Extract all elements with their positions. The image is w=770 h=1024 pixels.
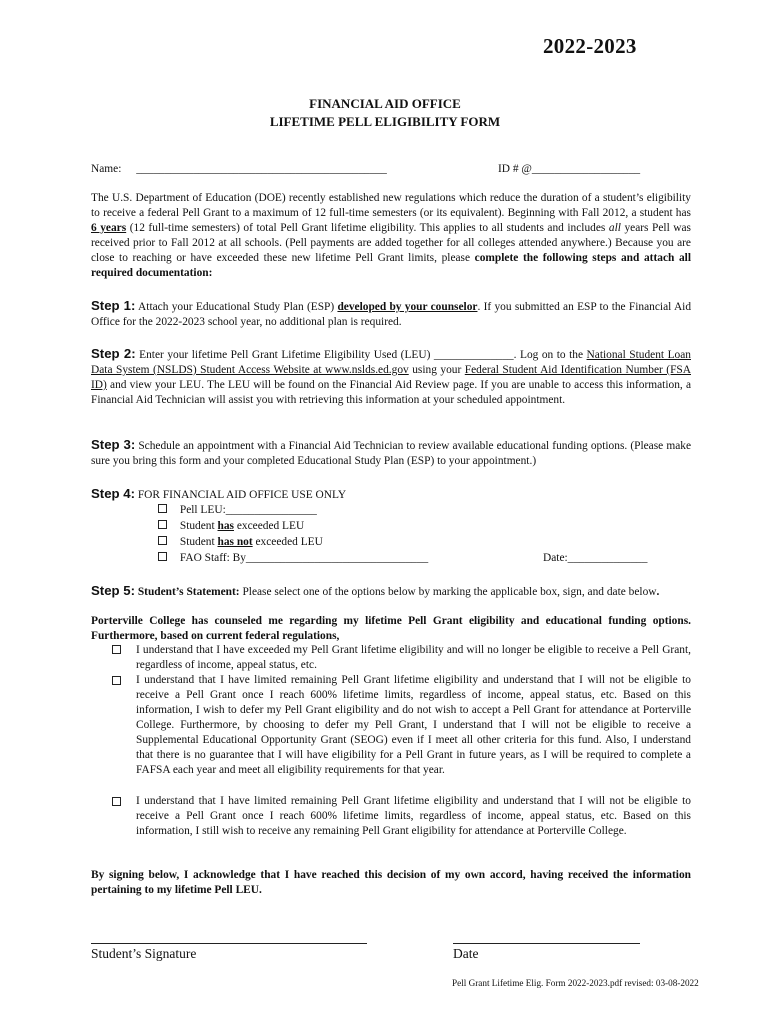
option-2-checkbox[interactable] (112, 676, 121, 685)
has-exceeded-label-a: Student (179, 520, 218, 532)
intro-text-2: (12 full-time semesters) of total Pell Grant lifetime eligibility. This applies to all students and includes (126, 222, 609, 234)
step-1-text-a: Attach your Educational Study Plan (ESP) (135, 301, 338, 313)
has-not-exceeded-label-a: Student (179, 536, 218, 548)
intro-paragraph (91, 191, 691, 281)
has-not-exceeded-emphasis: has not (217, 536, 253, 548)
step-4-item-has-exceeded (158, 519, 304, 534)
step-2-text-a: Enter your lifetime Pell Grant Lifetime Eligibility Used (LEU) ______________. Log on to the (135, 349, 587, 361)
option-2-text: I understand that I have limited remaining Pell Grant lifetime eligibility and understand that I will not be eligible to receive a Pell Grant once I reach 600% lifetime limits, regardless of income, appeal status, etc. Based on this information, I wish to defer my Pell Grant eligibility and do not wish to accept a Pell Grant for attendance at Porterville College. Furthermore, by choosing to defer my Pell Grant, I understand that I will not be eligible to receive a Supplemental Educational Opportunity Grant (SEOG) even if I meet all other criteria for this fund. Also, I understand that there is no guarantee that I will have eligibility for a Pell Grant in future years, as I will be required to complete a FAFSA each year and meet all eligibility requirements for that year. (136, 674, 691, 776)
step-1-text-b: . If you submitted an ESP to the Financial Aid Office for the 2022-2023 school year, no additional plan is required. (91, 301, 692, 328)
step-5-period: . (656, 586, 660, 598)
has-exceeded-emphasis: has (217, 520, 234, 532)
step-5-label: Step 5: (91, 583, 135, 598)
name-field[interactable]: ____________________________________________ (136, 163, 387, 175)
option-1-checkbox-wrap (112, 645, 121, 657)
option-3-checkbox[interactable] (112, 797, 121, 806)
intro-text-3: years Pell was received prior to Fall 2012 at all schools. (Pell payments are added together for all colleges attended anywhere.) Because you are close to reaching or have exceeded these new lifetime Pell Grant limits, please (91, 222, 691, 264)
nslds-link[interactable]: National Student Loan Data System (NSLDS) Student Access Website at www.nslds.ed.gov (91, 349, 691, 376)
fsa-id-link[interactable]: Federal Student Aid Identification Number (FSA ID) (91, 364, 691, 391)
step-3 (91, 437, 691, 469)
intro-emphasis-years: 6 years (91, 222, 127, 234)
step-5 (91, 583, 691, 600)
step-4-text: FOR FINANCIAL AID OFFICE USE ONLY (134, 489, 347, 501)
option-1-checkbox[interactable] (112, 645, 121, 654)
step-2-text-c: and view your LEU. The LEU will be found on the Financial Aid Review page. If you are unable to access this information, a Financial Aid Technician will assist you with retrieving this information at your scheduled appointment. (91, 379, 691, 406)
step-2-text-b: using your (408, 364, 465, 376)
has-exceeded-label-c: exceeded LEU (233, 520, 305, 532)
pell-leu-field[interactable]: Pell LEU:________________ (179, 504, 317, 516)
id-label: ID # @ (498, 163, 532, 175)
checkbox-has-exceeded[interactable] (158, 520, 167, 529)
office-title: FINANCIAL AID OFFICE (309, 96, 461, 111)
step-4-item-fao-staff (158, 551, 428, 566)
checkbox-has-not-exceeded[interactable] (158, 536, 167, 545)
date-signature-line[interactable] (453, 943, 640, 944)
fao-date-field[interactable]: Date:______________ (543, 552, 648, 564)
option-1-text: I understand that I have exceeded my Pell Grant lifetime eligibility and will no longer be eligible to receive a Pell Grant, regardless of income, appeal status, etc. (136, 644, 691, 671)
student-signature-line[interactable] (91, 943, 367, 944)
checkbox-fao-staff[interactable] (158, 552, 167, 561)
step-4-label: Step 4: (91, 486, 135, 501)
form-year: 2022-2023 (543, 34, 637, 58)
intro-text-1: The U.S. Department of Education (DOE) recently established new regulations which reduce the duration of a student’s eligibility to receive a federal Pell Grant to a maximum of 12 full-time semesters (or its equivalent). Beginning with Fall 2012, a student has (91, 192, 691, 219)
option-3-text: I understand that I have limited remaining Pell Grant lifetime eligibility and understand that I will not be eligible to receive a Pell Grant once I reach 600% lifetime limits, regardless of income, appeal status, etc. Based on this information, I still wish to receive any remaining Pell Grant eligibility for attendance at Porterville College. (136, 795, 691, 837)
step-1 (91, 298, 691, 330)
footer-revision: Pell Grant Lifetime Elig. Form 2022-2023.pdf revised: 03-08-2022 (452, 978, 699, 988)
fao-staff-field[interactable]: FAO Staff: By________________________________ (179, 552, 429, 564)
name-label: Name: (91, 163, 122, 175)
step-1-label: Step 1: (91, 298, 136, 313)
has-not-exceeded-label-c: exceeded LEU (252, 536, 323, 548)
step-2-label: Step 2: (91, 346, 136, 361)
step-4-item-has-not-exceeded (158, 535, 323, 550)
step-3-text: Schedule an appointment with a Financial Aid Technician to review available educational funding options. (Please make sure you bring this form and your completed Educational Study Plan (ESP) to your appointment.) (91, 440, 692, 467)
date-signature-label: Date (453, 946, 479, 961)
form-title: LIFETIME PELL ELIGIBILITY FORM (269, 114, 501, 129)
step-3-label: Step 3: (91, 437, 136, 452)
step-1-emphasis: developed by your counselor (337, 301, 478, 313)
counsel-statement: Porterville College has counseled me regarding my lifetime Pell Grant eligibility and educational funding options. Furthermore, based on current federal regulations, (91, 615, 691, 642)
name-field-row (91, 162, 387, 177)
step-4-item-pell-leu (158, 503, 317, 518)
id-field-row (498, 162, 640, 177)
checkbox-pell-leu[interactable] (158, 504, 167, 513)
id-field[interactable]: ___________________ (531, 163, 641, 175)
intro-emphasis-all: all (608, 222, 621, 234)
step-5-text: Please select one of the options below by marking the applicable box, sign, and date below (239, 586, 657, 598)
intro-instruction: complete the following steps and attach all required documentation: (91, 252, 691, 279)
acknowledgement: By signing below, I acknowledge that I have reached this decision of my own accord, having received the information pertaining to my lifetime Pell LEU. (91, 869, 691, 896)
option-2-checkbox-wrap (112, 676, 121, 688)
student-signature-label: Student’s Signature (91, 946, 197, 961)
step-2 (91, 346, 691, 408)
step-5-statement-label: Student’s Statement: (134, 586, 240, 598)
step-4-heading (91, 486, 346, 503)
option-3-checkbox-wrap (112, 797, 121, 809)
